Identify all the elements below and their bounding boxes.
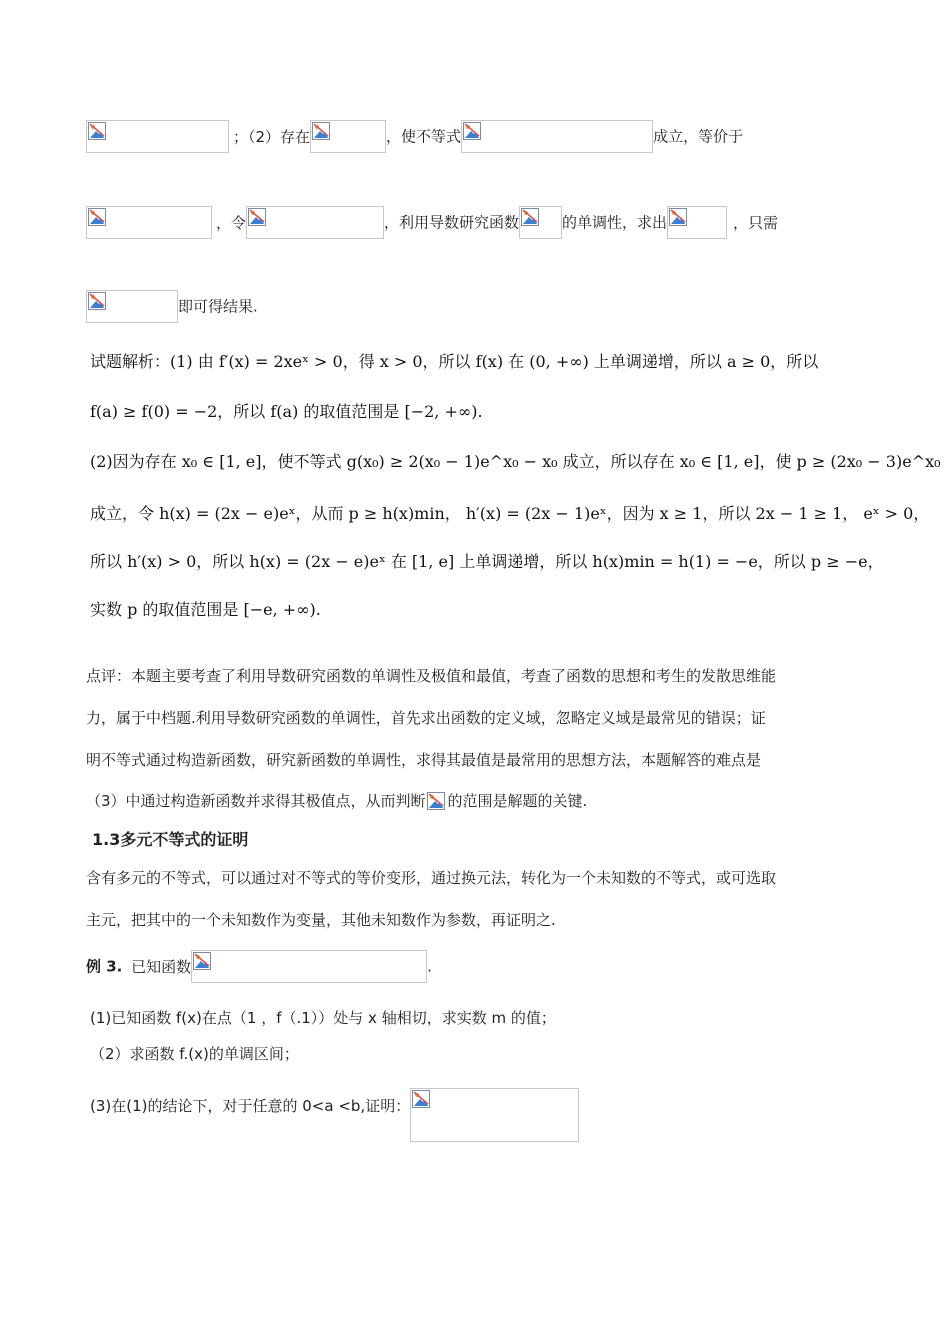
formula-image bbox=[310, 120, 386, 153]
text-fragment: 成立，等价于 bbox=[653, 127, 744, 146]
solution-line-2: f(a) ≥ f(0) = −2，所以 f(a) 的取值范围是 [−2, +∞). bbox=[90, 402, 483, 421]
solution-line-3: (2)因为存在 x₀ ∈ [1, e]，使不等式 g(x₀) ≥ 2(x₀ − 1)e^x₀ − x₀ 成立，所以存在 x₀ ∈ [1, e]，使 p ≥ (2x₀ − 3)e^x₀ bbox=[90, 452, 941, 471]
text-line-3 bbox=[86, 290, 258, 323]
broken-image-icon bbox=[88, 122, 106, 140]
solution-line-5: 所以 h′(x) > 0，所以 h(x) = (2x − e)eˣ 在 [1, e] 上单调递增，所以 h(x)min = h(1) = −e，所以 p ≥ −e， bbox=[90, 552, 884, 571]
example-label: 例 3. bbox=[86, 957, 123, 976]
broken-image-icon bbox=[463, 122, 481, 140]
solution-line-4: 成立，令 h(x) = (2x − e)eˣ，从而 p ≥ h(x)min， h′(x) = (2x − 1)eˣ，因为 x ≥ 1，所以 2x − 1 ≥ 1， eˣ > 0， bbox=[90, 504, 930, 523]
section-paragraph-line-2: 主元，把其中的一个未知数作为变量，其他未知数作为参数，再证明之. bbox=[86, 911, 556, 929]
broken-image-icon bbox=[412, 1090, 430, 1108]
broken-image-icon bbox=[88, 208, 106, 226]
example-end: . bbox=[427, 957, 432, 976]
question-2: （2）求函数 f.(x)的单调区间； bbox=[90, 1045, 299, 1063]
text-fragment: 的单调性，求出 bbox=[562, 213, 668, 232]
formula-image bbox=[246, 206, 384, 239]
text-fragment: ；（2）存在 bbox=[233, 127, 311, 146]
formula-image bbox=[461, 120, 653, 153]
text-fragment: (3)在(1)的结论下，对于任意的 0<a <b,证明： bbox=[90, 1097, 411, 1115]
review-line-1: 点评：本题主要考查了利用导数研究函数的单调性及极值和最值，考查了函数的思想和考生的发散思维能 bbox=[86, 667, 777, 685]
formula-image bbox=[426, 790, 448, 812]
example-line bbox=[86, 950, 432, 983]
formula-image bbox=[86, 206, 212, 239]
review-line-2: 力，属于中档题.利用导数研究函数的单调性，首先求出函数的定义域，忽略定义域是最常见的错误；证 bbox=[86, 709, 766, 727]
review-line-4 bbox=[86, 790, 587, 812]
broken-image-icon bbox=[521, 208, 539, 226]
broken-image-icon bbox=[669, 208, 687, 226]
section-title: 1.3多元不等式的证明 bbox=[92, 830, 249, 849]
text-fragment: （3）中通过构造新函数并求得其极值点，从而判断 bbox=[86, 792, 426, 810]
review-line-3: 明不等式通过构造新函数，研究新函数的单调性，求得其最值是最常用的思想方法，本题解答的难点是 bbox=[86, 751, 762, 769]
formula-image bbox=[191, 950, 427, 983]
section-paragraph-line-1: 含有多元的不等式，可以通过对不等式的等价变形，通过换元法，转化为一个未知数的不等式，或可选取 bbox=[86, 869, 777, 887]
text-fragment: ，只需 bbox=[733, 213, 779, 232]
text-line-1 bbox=[86, 120, 743, 153]
formula-image bbox=[519, 206, 562, 239]
broken-image-icon bbox=[312, 122, 330, 140]
text-fragment: 即可得结果. bbox=[178, 297, 258, 316]
formula-image bbox=[667, 206, 727, 239]
solution-line-6: 实数 p 的取值范围是 [−e, +∞). bbox=[90, 600, 321, 619]
text-fragment: ，利用导数研究函数 bbox=[384, 213, 520, 232]
question-1: (1)已知函数 f(x)在点（1 ，f（.1））处与 x 轴相切，求实数 m 的值； bbox=[90, 1009, 556, 1027]
solution-line-1: 试题解析：(1) 由 f′(x) = 2xeˣ > 0，得 x > 0，所以 f(x) 在 (0, +∞) 上单调递增，所以 a ≥ 0，所以 bbox=[90, 352, 819, 371]
broken-image-icon bbox=[248, 208, 266, 226]
text-fragment: ，使不等式 bbox=[386, 127, 462, 146]
example-intro: 已知函数 bbox=[131, 957, 192, 976]
formula-image bbox=[410, 1088, 579, 1142]
broken-image-icon bbox=[193, 952, 211, 970]
text-fragment: ，令 bbox=[216, 213, 247, 232]
text-line-2 bbox=[86, 206, 778, 239]
text-fragment: 的范围是解题的关键. bbox=[447, 792, 588, 810]
question-3 bbox=[90, 1088, 579, 1142]
broken-image-icon bbox=[88, 292, 106, 310]
broken-image-icon bbox=[427, 792, 445, 810]
formula-image bbox=[86, 290, 178, 323]
formula-image bbox=[86, 120, 229, 153]
